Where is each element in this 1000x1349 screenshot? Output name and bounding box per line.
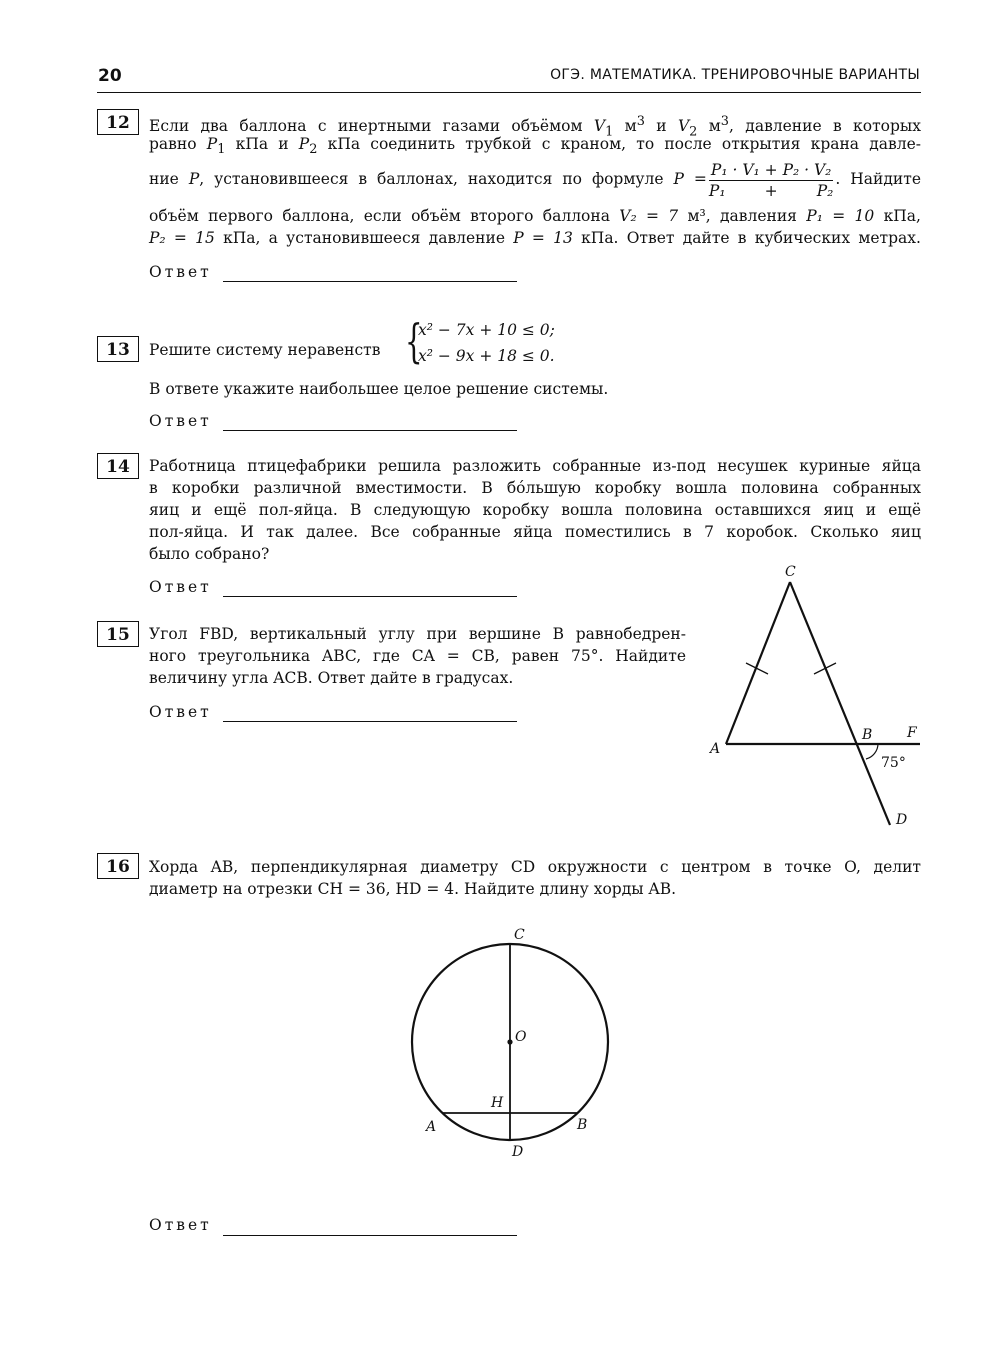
inequality-2: x² − 9x + 18 ≤ 0. [418, 347, 555, 365]
label-o: O [515, 1029, 527, 1045]
label-c: C [785, 564, 796, 580]
problem-16-number: 16 [97, 853, 139, 879]
problem-15-line-3: величину угла ACB. Ответ дайте в градусах. [149, 669, 514, 687]
problem-14-answer-label: Ответ [149, 578, 212, 596]
problem-12-line-1: Если два баллона с инертными газами объёмом $V_1$ $м^3$ и $V_2$ $м^3$, давление в которых [149, 114, 921, 140]
pressure-formula: $\frac{\text{P₁ · V₁ + P₂ · V₂}}{\text{P₁ + P₂}}$ [708, 160, 834, 200]
side-cb-extended [790, 582, 890, 825]
problem-14-line-2: в коробки различной вместимости. В бóльшую коробку вошла половина собранных [149, 479, 921, 497]
problem-12-line-3: ние P, установившееся в баллонах, находится по формуле P = $\frac{\text{P₁ · V₁ + P₂ · V₂}}{\text{P₁ + P₂}}$ . Найдите [149, 160, 921, 200]
label-b: B [862, 727, 873, 743]
side-ca [726, 582, 790, 744]
angle-arc [866, 744, 878, 759]
problem-14-answer-field[interactable] [223, 596, 517, 597]
problem-14-line-5: было собрано? [149, 545, 270, 563]
problem-12-line-5: P₂ = 15 кПа, а установившееся давление P = 13 кПа. Ответ дайте в кубических метрах. [149, 229, 921, 247]
problem-15-answer-label: Ответ [149, 703, 212, 721]
problem-13-answer-field[interactable] [223, 430, 517, 431]
label-c: C [514, 927, 525, 943]
triangle-figure [700, 560, 930, 835]
problem-15-line-1: Угол FBD, вертикальный углу при вершине B равнобедрен- [149, 625, 686, 643]
problem-12-number: 12 [97, 109, 139, 135]
inequality-1: x² − 7x + 10 ≤ 0; [418, 321, 555, 339]
problem-14-line-1: Работница птицефабрики решила разложить собранные из-под несушек куриные яйца [149, 457, 921, 475]
page-number: 20 [98, 66, 122, 86]
label-d: D [896, 812, 908, 828]
problem-16-answer-field[interactable] [223, 1235, 517, 1236]
header-rule [97, 92, 921, 93]
label-a: A [710, 741, 721, 757]
problem-16-answer-label: Ответ [149, 1216, 212, 1234]
problem-12-line-4: объём первого баллона, если объём второго баллона V₂ = 7 м³, давления P₁ = 10 кПа, [149, 207, 921, 225]
label-b: B [577, 1117, 588, 1133]
problem-13-answer-label: Ответ [149, 412, 212, 430]
label-a: A [426, 1119, 437, 1135]
label-h: H [491, 1095, 504, 1111]
problem-14-line-4: пол-яйца. И так далее. Все собранные яйца поместились в 7 коробок. Сколько яиц [149, 523, 921, 541]
center-point [507, 1039, 512, 1044]
problem-16-line-2: диаметр на отрезки CH = 36, HD = 4. Найдите длину хорды AB. [149, 880, 677, 898]
problem-12-answer-field[interactable] [223, 281, 517, 282]
problem-13-prompt: Решите систему неравенств [149, 341, 381, 359]
problem-14-line-3: яиц и ещё пол-яйца. В следующую коробку вошла половина оставшихся яиц и ещё [149, 501, 921, 519]
problem-13-number: 13 [97, 336, 139, 362]
label-d: D [512, 1144, 524, 1160]
problem-14-number: 14 [97, 453, 139, 479]
problem-16-line-1: Хорда AB, перпендикулярная диаметру CD окружности с центром в точке O, делит [149, 858, 921, 876]
problem-15-answer-field[interactable] [223, 721, 517, 722]
problem-15-line-2: ного треугольника ABC, где CA = CB, равен 75°. Найдите [149, 647, 686, 665]
problem-12-answer-label: Ответ [149, 263, 212, 281]
problem-13-instruction: В ответе укажите наибольшее целое решение системы. [149, 380, 609, 398]
angle-label: 75° [881, 755, 906, 771]
circle-figure [405, 920, 625, 1165]
running-header: ОГЭ. МАТЕМАТИКА. ТРЕНИРОВОЧНЫЕ ВАРИАНТЫ [550, 67, 920, 83]
problem-15-number: 15 [97, 621, 139, 647]
system-brace: { [405, 314, 423, 368]
label-f: F [907, 725, 917, 741]
problem-12-line-2: равно $P_1$ кПа и $P_2$ кПа соединить трубкой с краном, то после открытия крана давле- [149, 135, 922, 158]
